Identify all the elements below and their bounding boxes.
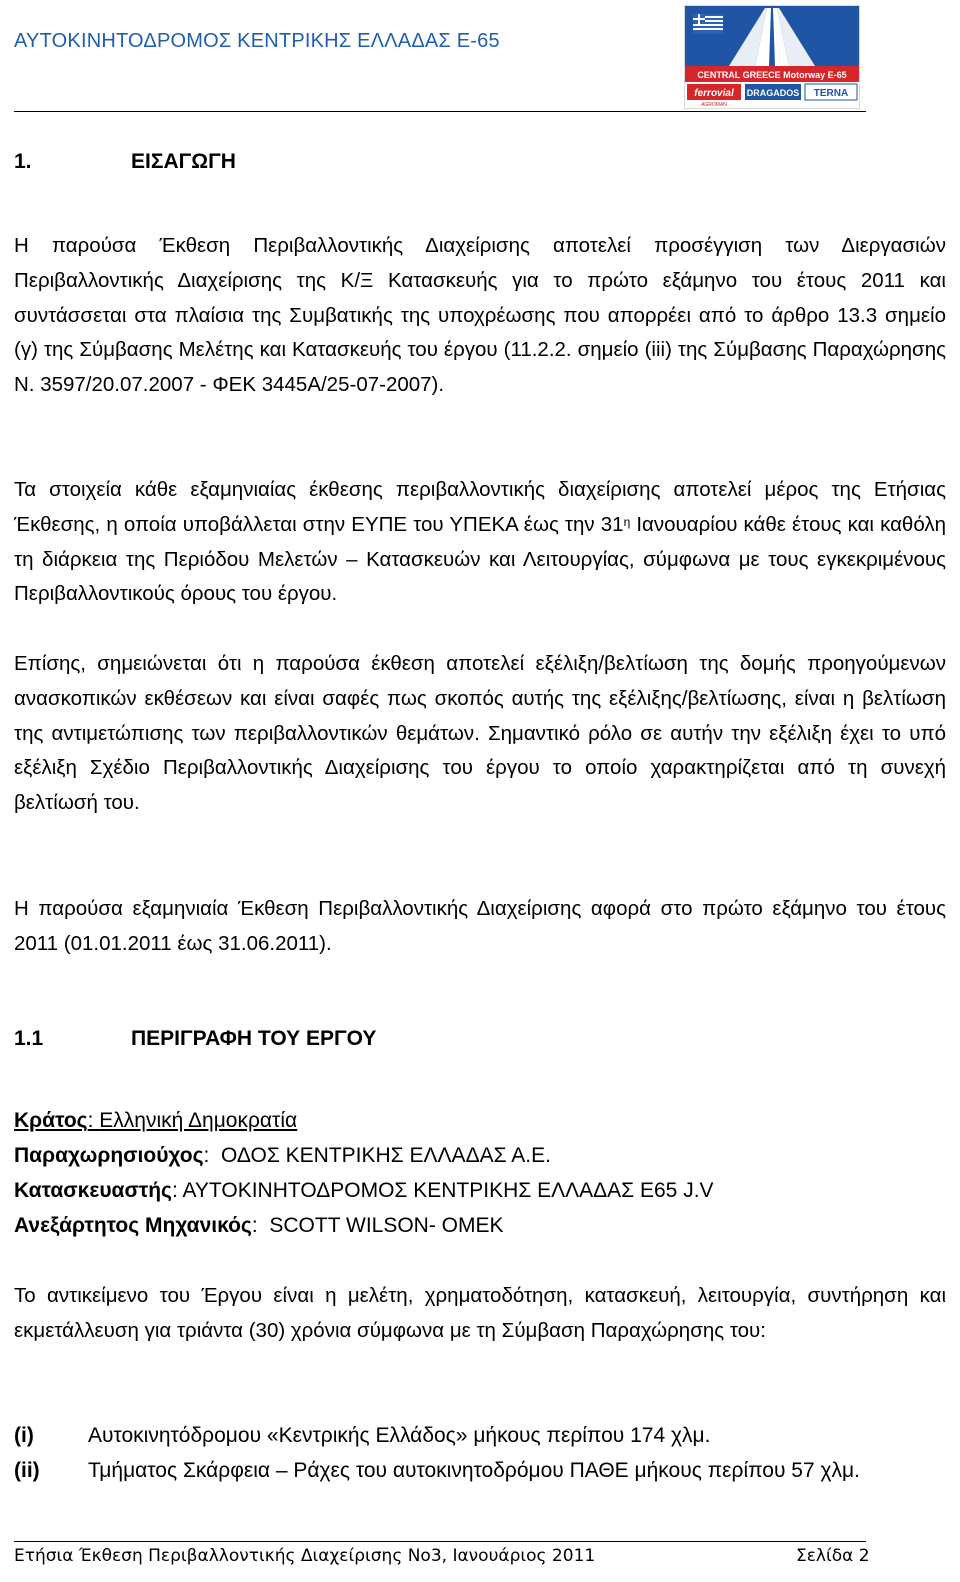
logo-partner-ferrovial: ferrovial [694, 88, 734, 99]
field-state [14, 1104, 297, 1139]
section-1-1-number: 1.1 [14, 1027, 44, 1050]
intro-paragraph-2-text: Τα στοιχεία κάθε εξαμηνιαίας έκθεσης περιβαλλοντικής διαχείρισης αποτελεί μέρος της Ετήσιας Έκθεσης, η οποία υποβάλλεται στην ΕΥΠΕ του ΥΠΕΚΑ έως την 31 [14, 478, 946, 536]
logo-banner-text: CENTRAL GREECE Motorway E-65 [697, 70, 847, 80]
section-1-heading [14, 150, 236, 174]
intro-paragraph-1: Η παρούσα Έκθεση Περιβαλλοντικής Διαχείρισης αποτελεί προσέγγιση των Διεργασιών Περιβαλλοντικής Διαχείρισης της Κ/Ξ Κατασκευής για το πρώτο εξάμηνο του έτους 2011 και συντάσσεται στα πλαίσια της Συμβατικής της υποχρέωσης που απορρέει από το άρθρο 13.3 σημείο (γ) της Σύμβασης Μελέτης και Κατασκευής του έργου (11.2.2. σημείο (iii) της Σύμβασης Παραχώρησης Ν. 3597/20.07.2007 - ΦΕΚ 3445Α/25-07-2007). [14, 234, 946, 397]
intro-paragraph-4: Η παρούσα εξαμηνιαία Έκθεση Περιβαλλοντικής Διαχείρισης αφορά στο πρώτο εξάμηνο του έτους 2011 (01.01.2011 έως 31.06.2011). [14, 897, 946, 955]
footer-page-number: Σελίδα 2 [796, 1546, 870, 1566]
list-item-marker: (i) [14, 1424, 34, 1447]
field-independent-engineer-sep: : [251, 1214, 270, 1237]
field-constructor [14, 1174, 714, 1209]
central-greece-motorway-logo [684, 5, 860, 109]
footer-divider [14, 1541, 866, 1542]
logo-partner-agroman: AGROMAN [701, 102, 727, 108]
field-constructor-sep: : [171, 1179, 183, 1202]
section-1-1-title: ΠΕΡΙΓΡΑΦΗ ΤΟΥ ΕΡΓΟΥ [131, 1027, 377, 1050]
field-independent-engineer [14, 1209, 504, 1244]
logo-graphic [685, 6, 859, 108]
project-object-paragraph: Το αντικείμενο του Έργου είναι η μελέτη, χρηματοδότηση, κατασκευή, λειτουργία, συντήρηση και εκμετάλλευση για τριάντα (30) χρόνια σύμφωνα με τη Σύμβαση Παραχώρησης του: [14, 1284, 946, 1342]
field-independent-engineer-label: Ανεξάρτητος Μηχανικός [14, 1214, 252, 1237]
section-1-title: ΕΙΣΑΓΩΓΗ [131, 150, 236, 173]
greek-flag-icon [693, 14, 723, 34]
header-divider [14, 111, 866, 112]
intro-paragraph-2-text-cont: Ιανουαρίου κάθε έτους και καθόλη τη διάρκεια της Περιόδου Μελετών – Κατασκευών και Λειτουργίας, σύμφωνα με τους εγκεκριμένους Περιβαλλοντικούς όρους του έργου. [14, 512, 946, 606]
field-state-label: Κράτος [14, 1109, 88, 1132]
document-header-title: ΑΥΤΟΚΙΝΗΤΟΔΡΟΜΟΣ ΚΕΝΤΡΙΚΗΣ ΕΛΛΑΔΑΣ Ε-65 [14, 30, 500, 52]
field-state-sep: : [87, 1109, 100, 1132]
field-state-value: Ελληνική Δημοκρατία [99, 1109, 298, 1132]
field-independent-engineer-value: SCOTT WILSON- OMEK [269, 1214, 504, 1237]
field-constructor-label: Κατασκευαστής [14, 1179, 172, 1202]
list-item [14, 1419, 946, 1454]
list-item-text: Τμήματος Σκάρφεια – Ράχες του αυτοκινητοδρόμου ΠΑΘΕ μήκους περίπου 57 χλμ. [88, 1459, 860, 1482]
field-concessionaire-label: Παραχωρησιούχος [14, 1144, 204, 1167]
logo-partner-terna: TERNA [813, 88, 849, 99]
list-item [14, 1454, 946, 1489]
field-constructor-value: ΑΥΤΟΚΙΝΗΤΟΔΡΟΜΟΣ ΚΕΝΤΡΙΚΗΣ ΕΛΛΑΔΑΣ Ε65 J.V [182, 1179, 714, 1202]
intro-paragraph-2 [14, 473, 946, 612]
logo-partner-dragados: DRAGADOS [746, 88, 800, 98]
intro-paragraph-3: Επίσης, σημειώνεται ότι η παρούσα έκθεση αποτελεί εξέλιξη/βελτίωση της δομής προηγούμενων ανασκοπικών εκθέσεων και είναι σαφές πως σκοπός αυτής της εξέλιξης/βελτίωσης, είναι η βελτίωση της αντιμετώπισης των περιβαλλοντικών θεμάτων. Σημαντικό ρόλο σε αυτήν την εξέλιξη έχει το υπό εξέλιξη Σχέδιο Περιβαλλοντικής Διαχείρισης του έργου το οποίο χαρακτηρίζεται από τη συνεχή βελτίωσή του. [14, 652, 946, 815]
section-1-number: 1. [14, 150, 32, 173]
field-concessionaire [14, 1139, 551, 1174]
list-item-text: Αυτοκινητόδρομου «Κεντρικής Ελλάδος» μήκους περίπου 174 χλμ. [88, 1424, 711, 1447]
list-item-marker: (ii) [14, 1459, 40, 1482]
field-concessionaire-sep: : [203, 1144, 222, 1167]
field-concessionaire-value: ΟΔΟΣ ΚΕΝΤΡΙΚΗΣ ΕΛΛΑΔΑΣ Α.Ε. [221, 1144, 551, 1167]
section-1-1-heading [14, 1027, 376, 1051]
footer-document-title: Ετήσια Έκθεση Περιβαλλοντικής Διαχείρισης Νο3, Ιανουάριος 2011 [14, 1546, 596, 1566]
ordinal-suffix: η [623, 514, 631, 529]
